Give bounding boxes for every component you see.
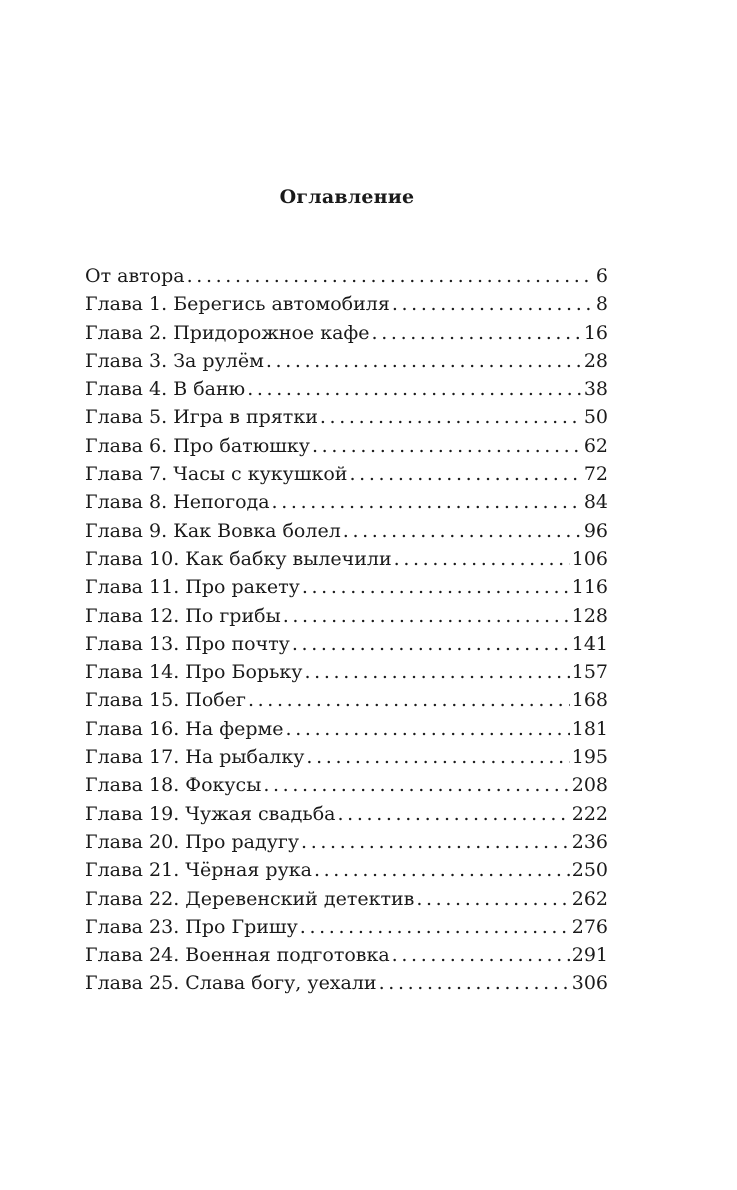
toc-entry-label: Глава 17. На рыбалку xyxy=(85,746,305,769)
toc-entry-label: Глава 15. Побег xyxy=(85,689,246,712)
toc-entry-label: Глава 6. Про батюшку xyxy=(85,434,310,457)
toc-entry-page: 96 xyxy=(583,519,608,542)
toc-entry xyxy=(85,545,608,573)
toc-list xyxy=(85,262,608,998)
toc-entry xyxy=(85,573,608,601)
toc-dot-leader xyxy=(372,319,582,347)
toc-entry-label: Глава 12. По грибы xyxy=(85,604,281,627)
toc-entry-page: 50 xyxy=(583,406,608,429)
toc-dot-leader xyxy=(301,828,570,856)
toc-entry-label: Глава 9. Как Вовка болел xyxy=(85,519,341,542)
toc-entry-page: 16 xyxy=(583,321,608,344)
toc-dot-leader xyxy=(320,403,582,431)
toc-entry xyxy=(85,715,608,743)
toc-entry-page: 72 xyxy=(583,463,608,486)
toc-entry-page: 208 xyxy=(571,774,608,797)
toc-entry-page: 84 xyxy=(583,491,608,514)
toc-entry xyxy=(85,885,608,913)
toc-entry xyxy=(85,686,608,714)
toc-dot-leader xyxy=(283,602,570,630)
toc-entry-page: 250 xyxy=(571,859,608,882)
toc-dot-leader xyxy=(302,573,570,601)
toc-dot-leader xyxy=(292,630,570,658)
toc-entry-page: 262 xyxy=(571,887,608,910)
toc-entry xyxy=(85,347,608,375)
toc-entry-page: 116 xyxy=(571,576,608,599)
toc-dot-leader xyxy=(187,262,594,290)
toc-entry-page: 157 xyxy=(571,661,608,684)
toc-entry-label: Глава 2. Придорожное кафе xyxy=(85,321,370,344)
toc-entry xyxy=(85,743,608,771)
toc-entry xyxy=(85,800,608,828)
toc-dot-leader xyxy=(300,913,570,941)
toc-dot-leader xyxy=(394,545,570,573)
toc-entry-page: 141 xyxy=(571,632,608,655)
toc-entry-page: 291 xyxy=(571,944,608,967)
toc-dot-leader xyxy=(312,432,582,460)
toc-entry-label: Глава 3. За рулём xyxy=(85,349,264,372)
toc-entry-label: Глава 8. Непогода xyxy=(85,491,270,514)
toc-entry-label: Глава 19. Чужая свадьба xyxy=(85,802,336,825)
toc-entry-label: Глава 21. Чёрная рука xyxy=(85,859,312,882)
toc-entry xyxy=(85,828,608,856)
toc-entry xyxy=(85,602,608,630)
toc-entry-label: Глава 18. Фокусы xyxy=(85,774,262,797)
toc-entry xyxy=(85,771,608,799)
toc-entry-label: Глава 14. Про Борьку xyxy=(85,661,303,684)
toc-entry-label: Глава 24. Военная подготовка xyxy=(85,944,390,967)
toc-entry-page: 62 xyxy=(583,434,608,457)
toc-entry-label: Глава 22. Деревенский детектив xyxy=(85,887,415,910)
toc-entry xyxy=(85,856,608,884)
toc-entry-page: 181 xyxy=(571,717,608,740)
toc-entry-label: Глава 7. Часы с кукушкой xyxy=(85,463,348,486)
toc-entry-label: Глава 20. Про радугу xyxy=(85,830,300,853)
toc-dot-leader xyxy=(306,743,569,771)
toc-dot-leader xyxy=(314,856,570,884)
toc-entry-page: 222 xyxy=(571,802,608,825)
toc-entry xyxy=(85,375,608,403)
toc-entry-label: Глава 11. Про ракету xyxy=(85,576,300,599)
toc-dot-leader xyxy=(304,658,569,686)
toc-dot-leader xyxy=(248,686,570,714)
toc-entry xyxy=(85,517,608,545)
toc-dot-leader xyxy=(392,290,594,318)
toc-dot-leader xyxy=(416,885,569,913)
toc-entry-label: Глава 4. В баню xyxy=(85,378,246,401)
toc-title: Оглавление xyxy=(279,186,415,208)
toc-entry xyxy=(85,403,608,431)
toc-entry-page: 195 xyxy=(571,746,608,769)
toc-entry xyxy=(85,460,608,488)
toc-dot-leader xyxy=(272,488,582,516)
toc-dot-leader xyxy=(286,715,570,743)
toc-entry-label: Глава 5. Игра в прятки xyxy=(85,406,318,429)
toc-entry-page: 38 xyxy=(583,378,608,401)
toc-entry xyxy=(85,432,608,460)
toc-dot-leader xyxy=(343,517,582,545)
toc-entry xyxy=(85,658,608,686)
toc-entry-page: 306 xyxy=(571,972,608,995)
toc-entry-label: Глава 13. Про почту xyxy=(85,632,290,655)
toc-entry-label: Глава 23. Про Гришу xyxy=(85,915,298,938)
toc-entry-label: Глава 1. Берегись автомобиля xyxy=(85,293,390,316)
toc-entry-label: От автора xyxy=(85,265,185,287)
toc-entry-page: 106 xyxy=(571,547,608,570)
toc-entry-page: 28 xyxy=(583,349,608,372)
toc-entry xyxy=(85,630,608,658)
toc-dot-leader xyxy=(263,771,569,799)
toc-dot-leader xyxy=(379,969,570,997)
toc-dot-leader xyxy=(349,460,581,488)
toc-entry xyxy=(85,319,608,347)
toc-entry xyxy=(85,969,608,997)
toc-entry-label: Глава 10. Как бабку вылечили xyxy=(85,547,392,570)
toc-entry-label: Глава 25. Слава богу, уехали xyxy=(85,972,377,995)
toc-entry xyxy=(85,290,608,318)
toc-dot-leader xyxy=(337,800,569,828)
toc-entry xyxy=(85,941,608,969)
toc-entry-page: 168 xyxy=(571,689,608,712)
toc-entry-page: 128 xyxy=(571,604,608,627)
toc-entry-label: Глава 16. На ферме xyxy=(85,717,284,740)
toc-entry-page: 236 xyxy=(571,830,608,853)
toc-entry xyxy=(85,262,608,290)
toc-dot-leader xyxy=(247,375,582,403)
toc-dot-leader xyxy=(392,941,570,969)
toc-entry-page: 276 xyxy=(571,915,608,938)
toc-entry-page: 6 xyxy=(595,265,608,287)
toc-entry-page: 8 xyxy=(595,293,608,316)
toc-dot-leader xyxy=(266,347,582,375)
toc-entry xyxy=(85,488,608,516)
toc-entry xyxy=(85,913,608,941)
